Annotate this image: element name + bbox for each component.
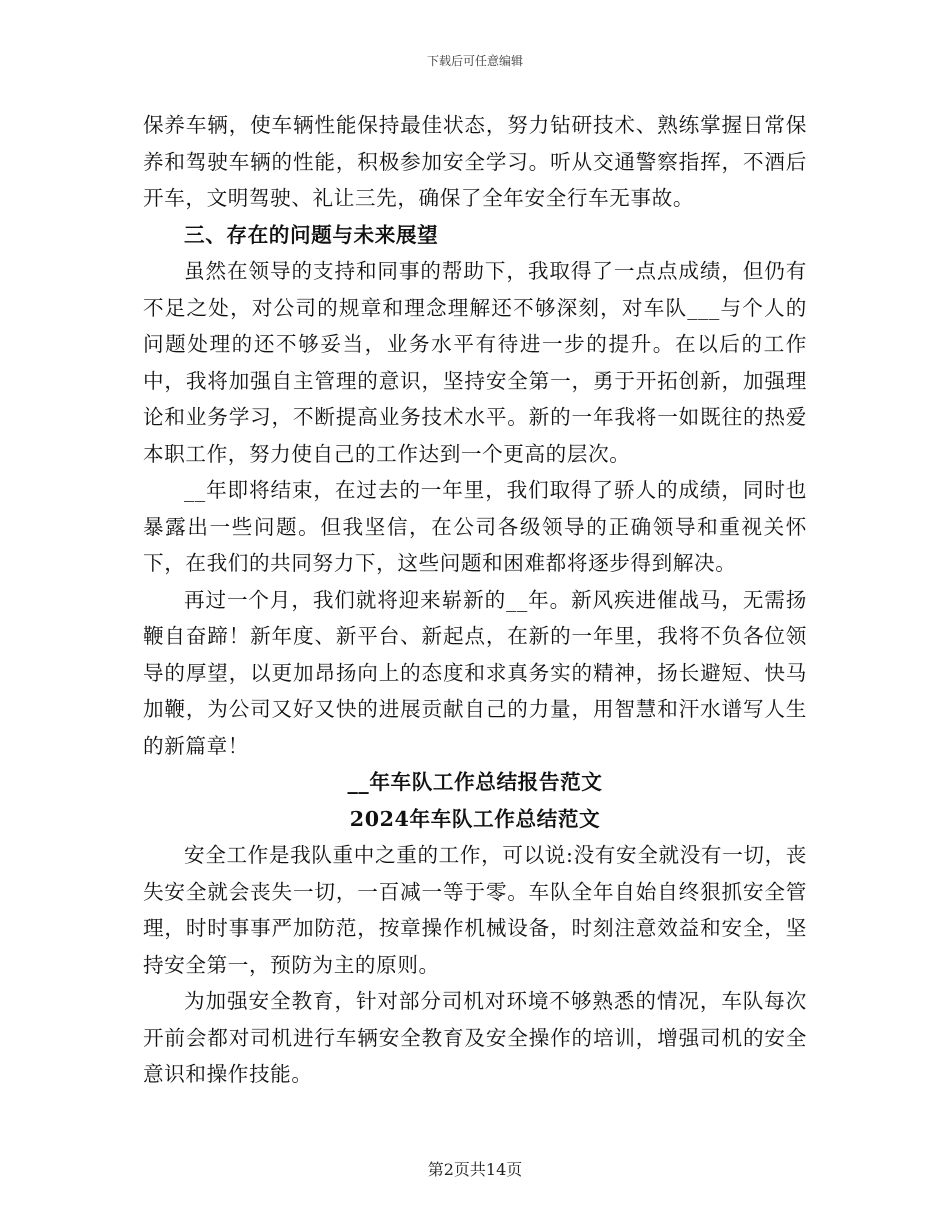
paragraph-safety-education: 为加强安全教育，针对部分司机对环境不够熟悉的情况，车队每次开前会都对司机进行车辆安全教育及安全操作的培训，增强司机的安全意识和操作技能。 bbox=[143, 989, 807, 1086]
section-heading-problems-outlook: 三、存在的问题与未来展望 bbox=[184, 222, 439, 247]
document-body bbox=[143, 107, 807, 1093]
paragraph-safety-work: 安全工作是我队重中之重的工作，可以说:没有安全就没有一切，丧失安全就会丧失一切，一百减一等于零。车队全年自始自终狠抓安全管理，时时事事严加防范，按章操作机械设备，时刻注意效益和安全，坚持安全第一，预防为主的原则。 bbox=[143, 843, 807, 977]
paragraph-shortcomings: 虽然在领导的支持和同事的帮助下，我取得了一点点成绩，但仍有不足之处，对公司的规章和理念理解还不够深刻，对车队___与个人的问题处理的还不够妥当，业务水平有待进一步的提升。在以后的工作中，我将加强自主管理的意识，坚持安全第一，勇于开拓创新，加强理论和业务学习，不断提高业务技术水平。新的一年我将一如既往的热爱本职工作，努力使自己的工作达到一个更高的层次。 bbox=[143, 259, 807, 466]
document-title-2024: 2024年车队工作总结范文 bbox=[349, 806, 601, 831]
page-number-footer: 第2页共14页 bbox=[427, 1160, 523, 1179]
paragraph-vehicle-maintenance: 保养车辆，使车辆性能保持最佳状态，努力钻研技术、熟练掌握日常保养和驾驶车辆的性能，积极参加安全学习。听从交通警察指挥，不酒后开车，文明驾驶、礼让三先，确保了全年安全行车无事故。 bbox=[143, 113, 807, 210]
paragraph-year-ending: __年即将结束，在过去的一年里，我们取得了骄人的成绩，同时也暴露出一些问题。但我坚信，在公司各级领导的正确领导和重视关怀下，在我们的共同努力下，这些问题和困难都将逐步得到解决。 bbox=[143, 478, 807, 575]
document-title-report: __年车队工作总结报告范文 bbox=[347, 770, 603, 794]
paragraph-new-year: 再过一个月，我们就将迎来崭新的__年。新风疾进催战马，无需扬鞭自奋蹄！新年度、新平台、新起点，在新的一年里，我将不负各位领导的厚望，以更加昂扬向上的态度和求真务实的精神，扬长避短、快马加鞭，为公司又好又快的进展贡献自己的力量，用智慧和汗水谱写人生的新篇章！ bbox=[143, 587, 807, 758]
page-header: 下载后可任意编辑 bbox=[426, 54, 523, 68]
